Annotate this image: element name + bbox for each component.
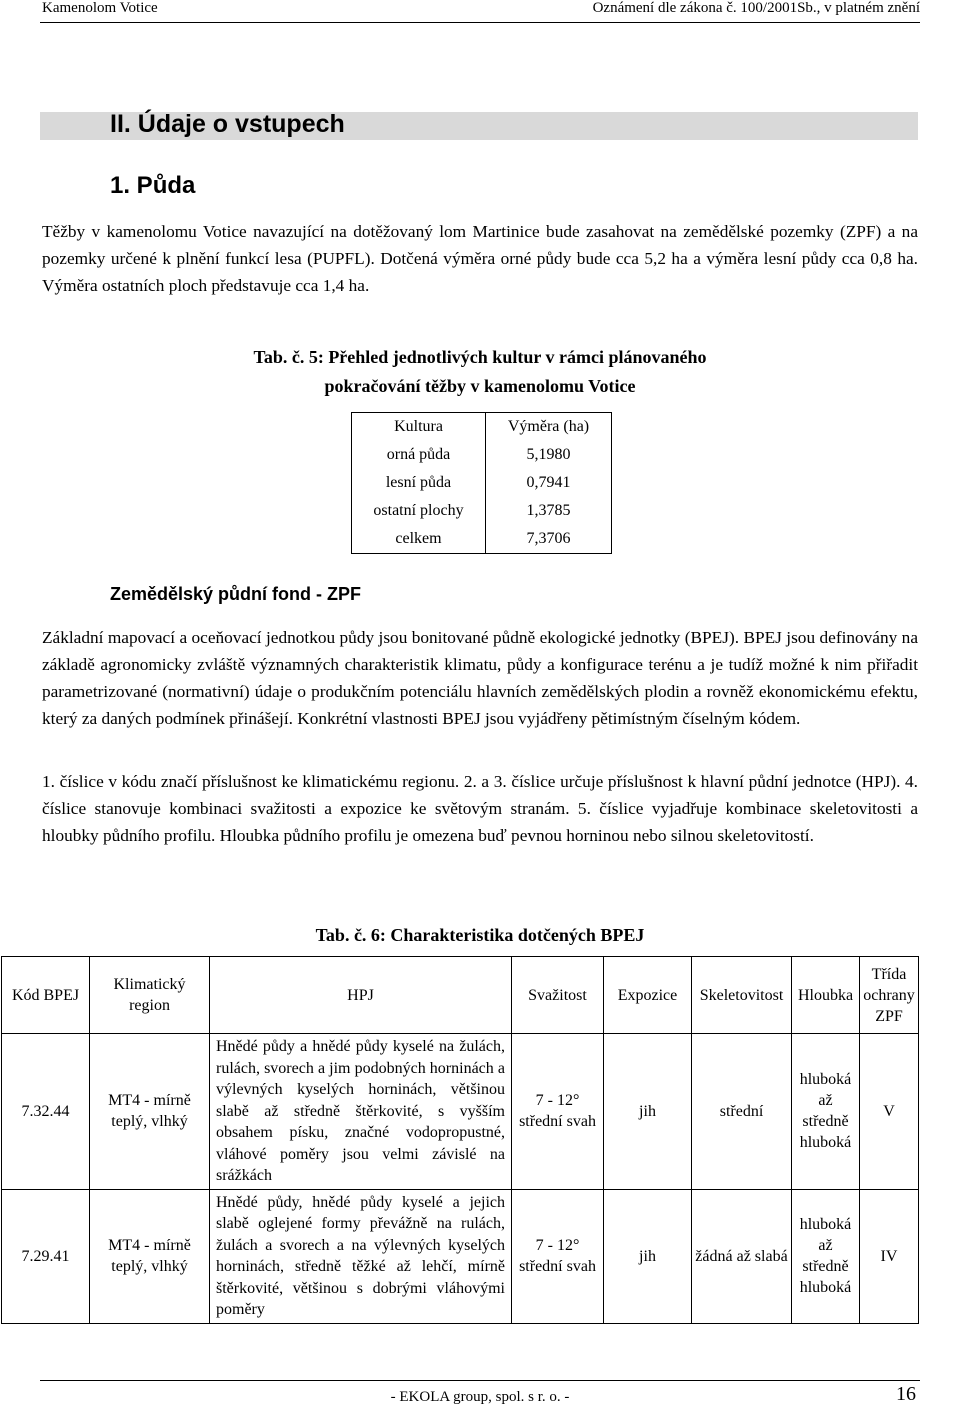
table6-cell: jih [604,1189,692,1323]
table5-caption-line1: Tab. č. 5: Přehled jednotlivých kultur v rámci plánovaného [253,347,707,367]
page-number: 16 [896,1383,916,1405]
table6-cell: žádná až slabá [692,1189,792,1323]
table5-cell: lesní půda [352,469,486,497]
table6-cell: 7 - 12° střední svah [512,1034,604,1190]
table5-cell: 5,1980 [526,446,571,463]
table6-cell: 7.32.44 [2,1034,90,1190]
table6-cell: střední [692,1034,792,1190]
table-row [352,497,612,525]
table6-cell: MT4 - mírně teplý, vlhký [90,1189,210,1323]
table-row [352,525,612,554]
table6 [1,956,919,1324]
table5-cell: ostatní plochy [352,497,486,525]
table6-header-cell: Klimatický region [90,957,210,1034]
table6-cell: V [860,1034,919,1190]
table6-cell: 7.29.41 [2,1189,90,1323]
table5 [351,412,612,554]
table5-caption-line2: pokračování těžby v kamenolomu Votice [324,376,636,396]
table6-cell: hluboká až středně hluboká [792,1034,860,1190]
table-row [2,1189,919,1323]
zpf-paragraph-1: Základní mapovací a oceňovací jednotkou půdy jsou bonitované půdně ekologické jednotky (BPEJ). BPEJ jsou definovány na základě agronomicky zvláště významných charakteristik klimatu, půdy a konfigurace terénu a je tudíž možné k nim přiřadit parametrizované (normativní) údaje o produkčním potenciálu hlavních zemědělských plodin a rovněž ekonomickému efektu, který za daných podmínek přinášejí. Konkrétní vlastnosti BPEJ jsou vyjádřeny pětimístným číselným kódem. [42,628,918,728]
table6-cell: MT4 - mírně teplý, vlhký [90,1034,210,1190]
table6-header-cell: Kód BPEJ [2,957,90,1034]
table6-header-cell: HPJ [210,957,512,1034]
table6-cell: Hnědé půdy a hnědé půdy kyselé na žulách, rulách, svorech a jim podobných horninách a výlevných kyselých horninách, většinou slabě až středně štěrkovité, s vyšším obsahem písku, značné vodopropustné, vláhové poměry jsou velmi závislé na srážkách [210,1034,512,1190]
table-row [2,1034,919,1190]
page-footer: - EKOLA group, spol. s r. o. - [390,1389,570,1405]
header-left: Kamenolom Votice [42,0,158,16]
table-row [352,469,612,497]
table-row [352,441,612,469]
table6-caption: Tab. č. 6: Charakteristika dotčených BPEJ [315,925,645,945]
table5-cell: orná půda [352,441,486,469]
table5-cell: 0,7941 [526,474,571,491]
table6-header-cell: Expozice [604,957,692,1034]
table6-cell: Hnědé půdy, hnědé půdy kyselé a jejich slabě oglejené formy převážně na rulách, žulách a svorech a na výlevných kyselých horninách, středně těžké až lehčí, mírně štěrkovité, většinou s dobrými vláhovými poměry [210,1189,512,1323]
table5-header-cell: Kultura [352,413,486,442]
table6-cell: 7 - 12° střední svah [512,1189,604,1323]
table6-header-cell: Hloubka [792,957,860,1034]
header-right: Oznámení dle zákona č. 100/2001Sb., v platném znění [592,0,920,16]
zpf-paragraph-2: 1. číslice v kódu značí příslušnost ke klimatickému regionu. 2. a 3. číslice určuje příslušnost k hlavní půdní jednotce (HPJ). 4. číslice stanovuje kombinaci svažitosti a expozice ke světovým stranám. 5. číslice vyjadřuje kombinace skeletovitosti a hloubky půdního profilu. Hloubka půdního profilu je omezena buď pevnou horninou nebo silnou skeletovitostí. [42,772,918,845]
subsection-title: 1. Půda [110,172,196,199]
table5-cell: 7,3706 [526,530,571,547]
zpf-heading: Zemědělský půdní fond - ZPF [110,584,362,604]
table6-header-cell: Skeletovitost [692,957,792,1034]
intro-paragraph: Těžby v kamenolomu Votice navazující na dotěžovaný lom Martinice bude zasahovat na zemědělské pozemky (ZPF) a na pozemky určené k plnění funkcí lesa (PUPFL). Dotčená výměra orné půdy bude cca 5,2 ha a výměra lesní půdy cca 0,8 ha. Výměra ostatních ploch představuje cca 1,4 ha. [42,222,918,295]
table6-header-row [2,957,919,1034]
table5-header-row [352,413,612,442]
table5-cell: 1,3785 [526,502,571,519]
table6-header-cell: Třída ochrany ZPF [860,957,919,1034]
table5-caption [220,343,740,401]
table6-cell: hluboká až středně hluboká [792,1189,860,1323]
section-title: II. Údaje o vstupech [110,110,345,138]
page-header [40,0,920,23]
table6-header-cell: Svažitost [512,957,604,1034]
table6-cell: IV [860,1189,919,1323]
table6-cell: jih [604,1034,692,1190]
footer-divider [40,1380,920,1381]
table5-header-cell: Výměra (ha) [507,418,590,435]
table5-cell: celkem [352,525,486,554]
